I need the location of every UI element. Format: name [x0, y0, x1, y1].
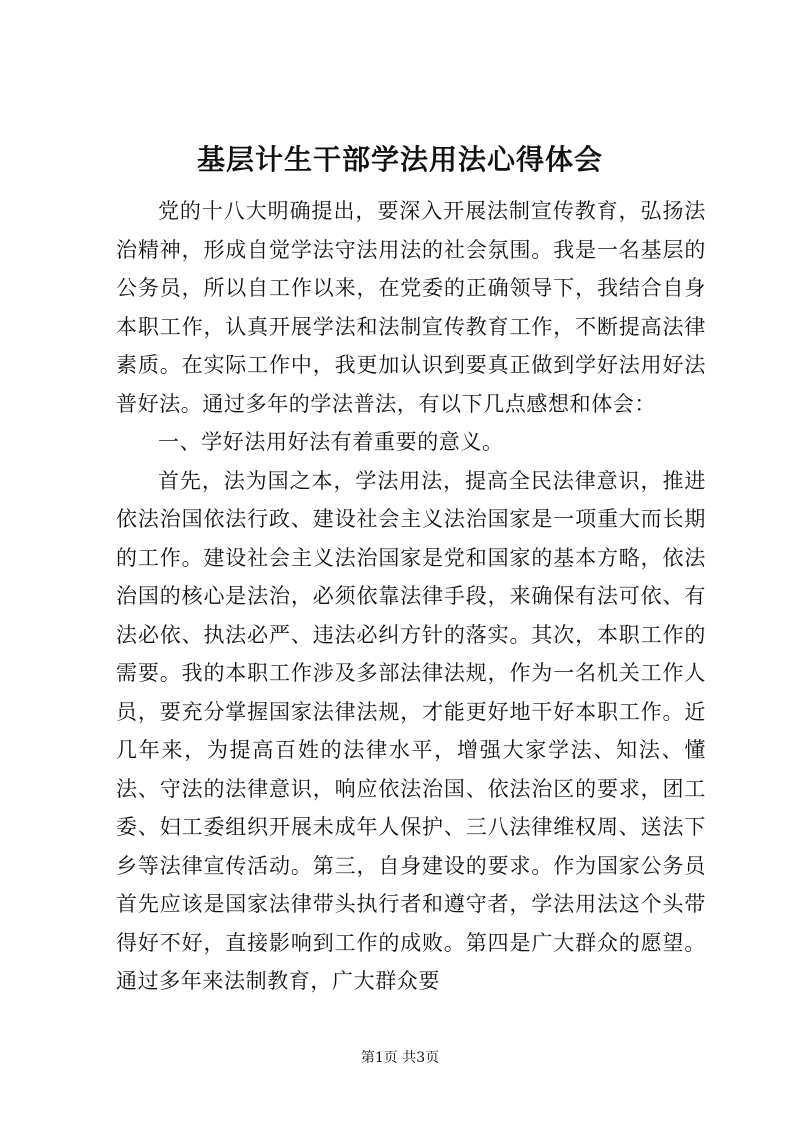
- paragraph-intro: 党的十八大明确提出，要深入开展法制宣传教育，弘扬法治精神，形成自觉学法守法用法的社会氛围。我是一名基层的公务员，所以自工作以来，在党委的正确领导下，我结合自身本职工作，认真开展学法和法制宣传教育工作，不断提高法律素质。在实际工作中，我更加认识到要真正做到学好法用好法普好法。通过多年的学法普法，有以下几点感想和体会：: [116, 199, 706, 416]
- paragraph-significance: 首先，法为国之本，学法用法，提高全民法律意识，推进依法治国依法行政、建设社会主义法治国家是一项重大而长期的工作。建设社会主义法治国家是党和国家的基本方略，依法治国的核心是法治，必须依靠法律手段，来确保有法可依、有法必依、执法必严、违法必纠方针的落实。其次，本职工作的需要。我的本职工作涉及多部法律法规，作为一名机关工作人员，要充分掌握国家法律法规，才能更好地干好本职工作。近几年来，为提高百姓的法律水平，增强大家学法、知法、懂法、守法的法律意识，响应依法治国、依法治区的要求，团工委、妇工委组织开展未成年人保护、三八法律维权周、送法下乡等法律宣传活动。第三，自身建设的要求。作为国家公务员首先应该是国家法律带头执行者和遵守者，学法用法这个头带得好不好，直接影响到工作的成败。第四是广大群众的愿望。通过多年来法制教育，广大群众要: [116, 468, 706, 993]
- paragraph-heading-one: 一、学好法用好法有着重要的意义。: [158, 430, 504, 454]
- document-title: 基层计生干部学法用法心得体会: [196, 143, 603, 176]
- document-body: [116, 192, 706, 1001]
- page-number-footer: 第1页 共3页: [360, 1050, 440, 1066]
